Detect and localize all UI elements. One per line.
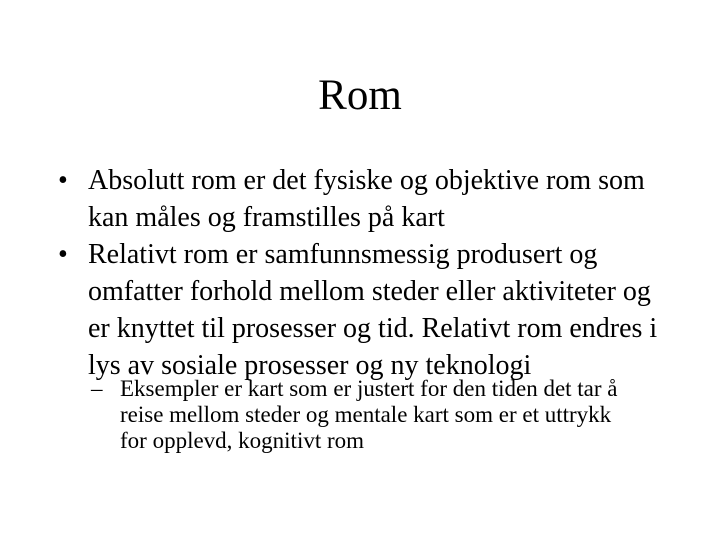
bullet-absolute-space bbox=[58, 162, 698, 236]
sub-bullet-text bbox=[120, 376, 681, 454]
bullet-text bbox=[88, 236, 698, 384]
sub-bullet-line: Eksempler er kart som er justert for den tiden det tar å bbox=[120, 376, 618, 401]
bullet-line: Relativt rom er samfunnsmessig produsert og bbox=[88, 239, 598, 270]
bullet-marker: • bbox=[58, 239, 68, 270]
slide-title: Rom bbox=[318, 72, 402, 119]
sub-bullet-examples bbox=[91, 376, 681, 454]
bullet-line: omfatter forhold mellom steder eller aktiviteter og bbox=[88, 276, 651, 307]
sub-bullet-line: reise mellom steder og mentale kart som er et uttrykk bbox=[120, 402, 612, 427]
bullet-line: er knyttet til prosesser og tid. Relativt rom endres i bbox=[88, 313, 658, 344]
bullet-line: Absolutt rom er det fysiske og objektive rom som bbox=[88, 165, 645, 196]
bullet-text bbox=[88, 162, 698, 236]
bullet-marker: • bbox=[58, 165, 68, 196]
sub-bullet-line: for opplevd, kognitivt rom bbox=[120, 428, 365, 453]
bullet-line: lys av sosiale prosesser og ny teknologi bbox=[88, 350, 532, 381]
sub-bullet-marker: – bbox=[91, 376, 103, 401]
bullet-relative-space bbox=[58, 236, 698, 384]
bullet-line: kan måles og framstilles på kart bbox=[88, 202, 445, 233]
